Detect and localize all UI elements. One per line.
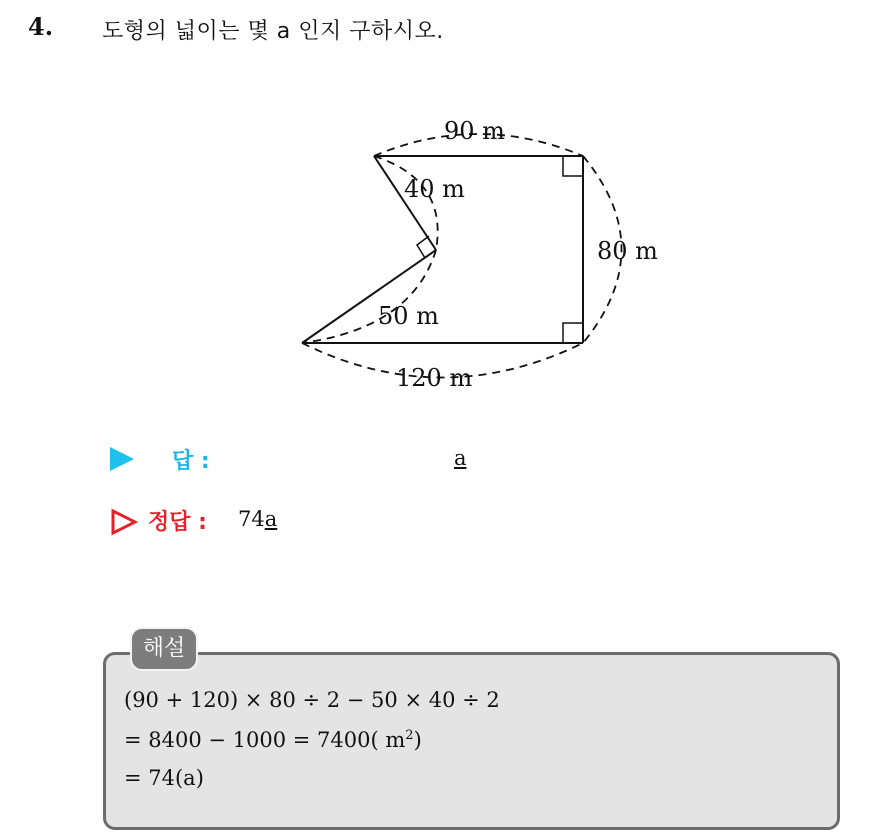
explanation-line-2-prefix: = 8400 − 1000 = 7400( m [124,728,406,752]
correct-answer-unit: a [264,507,278,531]
dimension-arcs [302,134,622,378]
correct-answer-label: 정답 : [148,510,207,535]
question-text: 도형의 넓이는 몇 a 인지 구하시오. [102,19,444,44]
answer-unit: a [454,446,467,470]
question-number: 4. [28,12,54,41]
label-bottom: 120 m [396,364,473,392]
label-top: 90 m [444,117,505,145]
explanation-tab: 해설 [130,627,198,671]
correct-answer-value [238,507,277,531]
explanation-line-1: (90 + 120) × 80 ÷ 2 − 50 × 40 ÷ 2 [124,688,500,712]
explanation-exponent: 2 [405,728,414,743]
label-inner-lower: 50 m [378,302,439,330]
correct-answer-marker-icon [110,508,138,536]
answer-label: 답 : [172,449,210,474]
explanation-line-2-suffix: ) [413,728,422,752]
explanation-line-2 [124,728,422,752]
label-right: 80 m [597,237,658,265]
correct-answer-number: 74 [238,507,265,531]
label-inner-upper: 40 m [404,175,465,203]
explanation-line-3: = 74(a) [124,766,204,790]
answer-marker-icon [110,447,134,471]
